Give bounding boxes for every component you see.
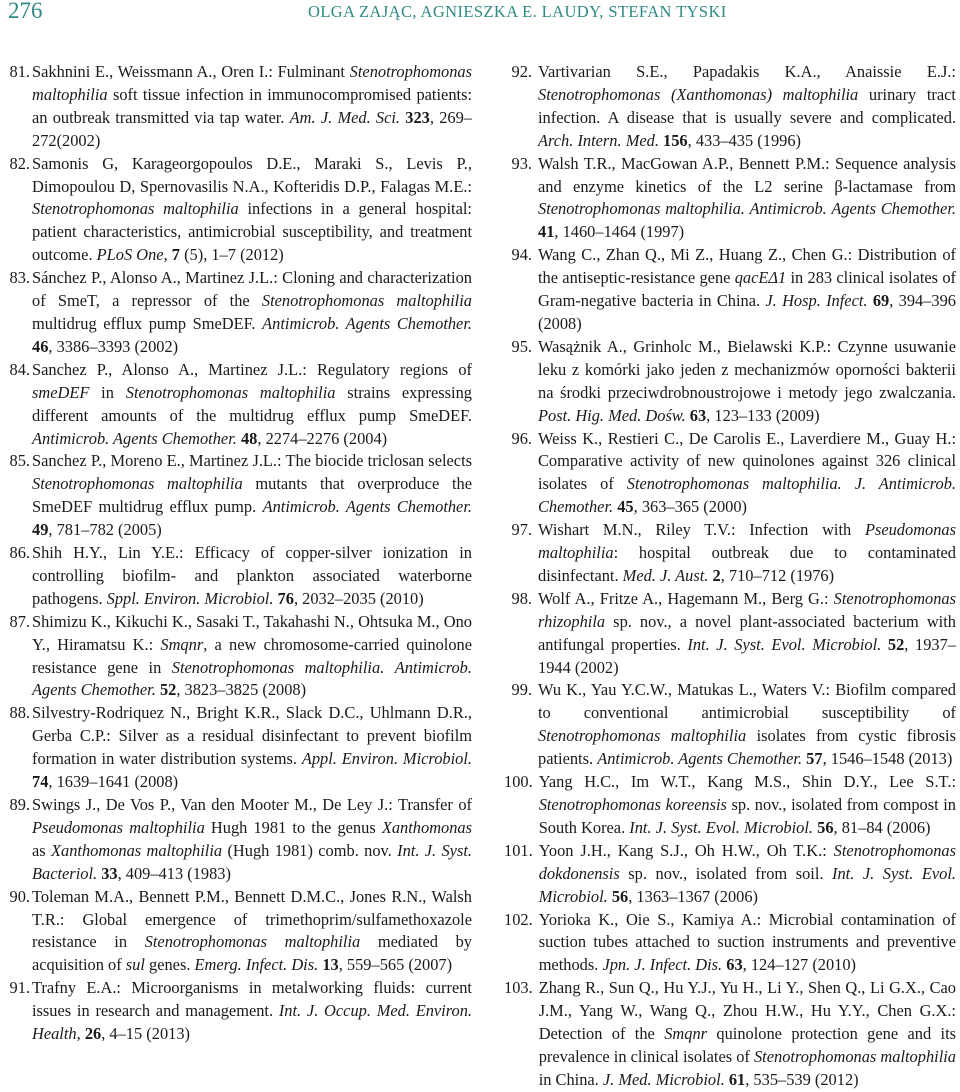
reference-segment	[384, 658, 394, 677]
reference-segment	[881, 635, 888, 654]
reference-number: 99.	[511, 680, 532, 700]
reference-segment: , 1546–1548 (2013)	[822, 749, 953, 769]
reference-number: 87.	[9, 611, 30, 631]
reference-segment: , 269–272(2002)	[32, 107, 472, 150]
reference-item	[504, 519, 956, 588]
italic-text: Stenotrophomonas maltophilia. J. Antimicrob. Chemother.	[538, 474, 956, 517]
italic-text: Smqnr	[664, 1024, 708, 1044]
reference-item	[8, 794, 472, 886]
reference-segment: (Hugh 1981) comb. nov.	[222, 840, 398, 860]
italic-text: Stenotrophomonas maltophilia.	[171, 657, 385, 677]
italic-text: Int. J. Syst. Evol. Microbiol.	[687, 634, 882, 654]
italic-text: Antimicrob. Agents Chemother.	[32, 657, 472, 700]
reference-text	[538, 61, 956, 153]
italic-text: Stenotrophomonas maltophilia	[753, 1046, 956, 1066]
reference-number: 86.	[9, 543, 30, 563]
reference-segment: , 394–396 (2008)	[538, 291, 956, 333]
reference-text	[32, 611, 472, 703]
italic-text: Int. J. Syst. Evol. Microbiol.	[629, 817, 814, 837]
reference-text	[32, 977, 472, 1046]
reference-text	[539, 977, 956, 1092]
reference-item	[504, 588, 956, 680]
reference-number: 81.	[9, 62, 30, 81]
volume-number: 26	[84, 1024, 102, 1044]
reference-segment: , 3386–3393 (2002)	[48, 336, 179, 356]
italic-text: Antimicrob. Agents Chemother.	[262, 313, 472, 333]
reference-segment: Wishart M.N., Riley T.V.: Infection with	[538, 520, 865, 540]
reference-segment: Yang H.C., Im W.T., Kang M.S., Shin D.Y., Lee S.T.:	[538, 772, 956, 792]
italic-text: Xanthomonas	[381, 817, 472, 837]
italic-text: Jpn. J. Infect. Dis.	[602, 955, 723, 975]
reference-segment: Wang C., Zhan Q., Mi Z., Huang Z., Chen G.: Distribution of the antiseptic-resistance gene	[538, 245, 956, 288]
volume-number: 2	[712, 565, 721, 585]
reference-item	[504, 679, 956, 771]
reference-segment: Hugh 1981 to the genus	[204, 817, 382, 837]
reference-segment: , 1363–1367 (2006)	[628, 886, 758, 906]
reference-number: 82.	[9, 153, 30, 173]
reference-segment: Wu K., Yau Y.C.W., Matukas L., Waters V.: Biofilm compared to conventional antimicrobial susceptibility of	[538, 680, 956, 723]
reference-segment: mutants that overproduce the SmeDEF multidrug efflux pump.	[32, 474, 472, 517]
reference-segment: , 3823–3825 (2008)	[176, 680, 307, 700]
reference-item	[8, 977, 472, 1046]
italic-text: Sppl. Environ. Microbiol.	[106, 588, 274, 608]
italic-text: Int. J. Syst. Evol. Microbiol.	[538, 863, 956, 906]
page-header	[0, 0, 960, 30]
reference-number: 103.	[504, 978, 533, 998]
volume-number: 76	[277, 588, 294, 608]
volume-number: 156	[663, 130, 688, 150]
italic-text: sul	[125, 955, 145, 975]
volume-number: 52	[887, 634, 905, 654]
italic-text: Emerg. Infect. Dis.	[194, 955, 319, 975]
italic-text: Am. J. Med. Sci.	[289, 107, 401, 127]
reference-text	[32, 267, 472, 359]
reference-text	[32, 450, 472, 542]
volume-number: 45	[617, 497, 634, 517]
italic-text: Med. J. Aust.	[622, 565, 709, 585]
volume-number: 69	[872, 291, 890, 311]
reference-number: 100.	[504, 772, 533, 792]
volume-number: 7	[171, 245, 180, 265]
italic-text: qacEΔ1	[734, 268, 787, 288]
reference-segment: : hospital outbreak due to contaminated disinfectant.	[538, 543, 956, 585]
italic-text: Stenotrophomonas rhizophila	[538, 588, 956, 631]
italic-text: Stenotrophomonas maltophilia	[125, 382, 336, 402]
italic-text: Stenotrophomonas maltophilia	[32, 199, 239, 219]
reference-segment: strains expressing different amounts of the multidrug efflux pump SmeDEF.	[32, 382, 472, 425]
reference-item	[8, 61, 472, 153]
reference-number: 89.	[9, 795, 30, 814]
reference-segment: sp. nov., a novel plant-associated bacterium with antifungal properties.	[538, 611, 956, 654]
italic-text: Stenotrophomonas maltophilia	[32, 62, 472, 104]
italic-text: Stenotrophomonas maltophilia	[261, 291, 472, 311]
running-head: OLGA ZAJĄC, AGNIESZKA E. LAUDY, STEFAN TYSKI	[308, 2, 727, 21]
reference-text	[32, 794, 472, 886]
reference-segment: , 4–15 (2013)	[101, 1024, 190, 1044]
reference-segment: , 2032–2035 (2010)	[293, 588, 424, 608]
references-right-column	[504, 61, 956, 1092]
reference-segment: , 123–133 (2009)	[706, 405, 820, 425]
reference-segment: Shih H.Y., Lin Y.E.: Efficacy of copper-silver ionization in controlling biofilm- and plankton associated waterborne pathogens.	[32, 543, 472, 608]
reference-number: 98.	[511, 588, 532, 608]
reference-item	[504, 153, 956, 245]
volume-number: 48	[240, 428, 258, 448]
reference-item	[8, 542, 472, 611]
volume-number: 61	[728, 1069, 746, 1089]
reference-text	[538, 153, 956, 245]
reference-segment: , 559–565 (2007)	[338, 955, 453, 975]
reference-number: 90.	[9, 886, 30, 906]
volume-number: 56	[817, 817, 834, 837]
reference-item	[8, 702, 472, 794]
reference-item	[504, 909, 956, 978]
reference-segment: , 363–365 (2000)	[633, 497, 747, 517]
volume-number: 57	[806, 749, 823, 769]
italic-text: Arch. Intern. Med.	[538, 130, 659, 150]
reference-text	[538, 679, 956, 771]
reference-item	[504, 61, 956, 153]
reference-number: 97.	[511, 520, 532, 540]
reference-segment: , 433–435 (1996)	[687, 130, 801, 150]
italic-text: Stenotrophomonas koreensis	[538, 795, 727, 814]
reference-segment: , a new chromosome-carried quinolone resistance gene in	[32, 634, 472, 677]
reference-item	[8, 886, 472, 978]
reference-item	[504, 336, 956, 428]
reference-item	[8, 611, 472, 703]
reference-segment: Sanchez P., Alonso A., Martinez J.L.: Regulatory regions of	[32, 359, 472, 379]
reference-segment: , 409–413 (1983)	[117, 863, 231, 883]
volume-number: 49	[32, 520, 49, 540]
reference-segment: in China.	[538, 1069, 603, 1089]
reference-segment: Yorioka K., Oie S., Kamiya A.: Microbial contamination of suction tubes attached to suction instruments and preventive methods.	[538, 909, 956, 975]
reference-text	[538, 244, 956, 336]
reference-segment: sp. nov., isolated from soil.	[619, 863, 833, 883]
reference-number: 95.	[511, 336, 532, 356]
reference-segment: Sakhnini E., Weissmann A., Oren I.: Fulminant	[32, 62, 350, 81]
reference-text	[538, 519, 956, 588]
italic-text: Antimicrob. Agents Chemother.	[597, 749, 803, 769]
reference-item	[8, 450, 472, 542]
reference-number: 94.	[511, 245, 532, 265]
reference-text	[538, 336, 956, 428]
volume-number: 63	[689, 405, 707, 425]
reference-number: 83.	[9, 268, 30, 288]
reference-item	[8, 267, 472, 359]
reference-segment: Yoon J.H., Kang S.J., Oh H.W., Oh T.K.:	[538, 840, 834, 860]
reference-segment: genes.	[144, 955, 195, 975]
reference-number: 88.	[9, 703, 30, 723]
reference-segment: Sanchez P., Moreno E., Martinez J.L.: The biocide triclosan selects	[32, 451, 472, 471]
reference-segment: (5), 1–7 (2012)	[179, 245, 284, 265]
reference-segment: Shimizu K., Kikuchi K., Sasaki T., Takahashi N., Ohtsuka M., Ono Y., Hiramatsu K.:	[32, 611, 472, 654]
reference-text	[32, 542, 472, 611]
reference-segment: ,	[76, 1024, 85, 1044]
reference-number: 84.	[9, 359, 30, 379]
italic-text: Stenotrophomonas dokdonensis	[538, 840, 956, 883]
reference-segment: urinary tract infection. A disease that is usually severe and complicated.	[538, 84, 956, 127]
reference-text	[32, 702, 472, 794]
reference-segment: Vartivarian S.E., Papadakis K.A., Anaissie E.J.:	[538, 62, 956, 81]
volume-number: 63	[726, 955, 743, 975]
reference-item	[504, 977, 956, 1092]
reference-segment: isolates from cystic fibrosis patients.	[538, 726, 956, 769]
reference-segment: , 710–712 (1976)	[720, 565, 835, 585]
italic-text: Antimicrob. Agents Chemother.	[262, 497, 472, 517]
volume-number: 74	[32, 772, 49, 792]
reference-text	[539, 771, 956, 840]
reference-segment: Samonis G, Karageorgopoulos D.E., Maraki S., Levis P., Dimopoulou D, Spernovasilis N.A., Kofteridis D.P., Falagas M.E.:	[32, 153, 472, 196]
italic-text: Int. J. Occup. Med. Environ. Health	[32, 1001, 472, 1044]
reference-segment: , 2274–2276 (2004)	[257, 428, 388, 448]
reference-segment: , 1460–1464 (1997)	[554, 222, 685, 242]
italic-text: Stenotrophomonas maltophilia	[144, 932, 361, 952]
italic-text: Xanthomonas maltophilia	[51, 840, 223, 860]
reference-segment: multidrug efflux pump SmeDEF.	[32, 313, 263, 333]
reference-segment: Zhang R., Sun Q., Hu Y.J., Yu H., Li Y., Shen Q., Li G.X., Cao J.M., Yang W., Wang Q., Zhou H.W., Hu Y.Y., Chen G.X.: Detection of the	[538, 978, 956, 1044]
reference-item	[8, 359, 472, 451]
reference-number: 96.	[511, 428, 532, 448]
italic-text: smeDEF	[32, 382, 90, 402]
reference-number: 93.	[511, 153, 532, 173]
reference-number: 91.	[9, 978, 30, 998]
page-number: 276	[8, 0, 43, 23]
volume-number: 41	[538, 222, 555, 242]
reference-text	[539, 909, 956, 978]
italic-text: Appl. Environ. Microbiol.	[301, 749, 472, 769]
italic-text: Smqnr	[160, 634, 204, 654]
reference-text	[538, 428, 956, 520]
reference-segment: Wasążnik A., Grinholc M., Bielawski K.P.: Czynne usuwanie leku z komórki jako jeden z mechanizmów oporności bakterii na środki przeciwdrobnoustrojowe i metody jego zwalczania.	[538, 336, 956, 402]
volume-number: 46	[32, 336, 49, 356]
volume-number: 56	[611, 886, 629, 906]
reference-segment: Toleman M.A., Bennett P.M., Bennett D.M.C., Jones R.N., Walsh T.R.: Global emergence of trimethoprim/sulfamethoxazole resistance in	[32, 886, 472, 952]
reference-segment: Weiss K., Restieri C., De Carolis E., Laverdiere M., Guay H.: Comparative activity of new quinolones against 326 clinical isolates of	[538, 428, 956, 494]
reference-number: 85.	[9, 451, 30, 471]
reference-text	[32, 359, 472, 451]
reference-segment: as	[32, 840, 52, 860]
reference-number: 92.	[511, 62, 532, 81]
reference-segment: , 535–539 (2012)	[745, 1069, 859, 1089]
reference-segment: Trafny E.A.: Microorganisms in metalworking fluids: current issues in research and management.	[32, 978, 472, 1021]
reference-text	[32, 153, 472, 268]
volume-number: 323	[405, 107, 430, 127]
italic-text: J. Hosp. Infect.	[765, 291, 868, 311]
reference-number: 101.	[504, 840, 533, 860]
italic-text: Antimicrob. Agents Chemother.	[32, 428, 237, 448]
reference-item	[504, 771, 956, 840]
reference-segment: Sánchez P., Alonso A., Martinez J.L.: Cloning and characterization of SmeT, a repressor of the	[32, 268, 472, 311]
reference-item	[504, 244, 956, 336]
reference-text	[538, 588, 956, 680]
italic-text: J. Med. Microbiol.	[602, 1069, 725, 1089]
italic-text: Post. Hig. Med. Dośw.	[538, 405, 686, 425]
reference-text	[539, 840, 956, 909]
reference-item	[504, 428, 956, 520]
references-left-column	[8, 61, 472, 1046]
italic-text: Stenotrophomonas (Xanthomonas) maltophilia	[538, 84, 859, 104]
volume-number: 13	[322, 955, 339, 975]
volume-number: 52	[159, 680, 177, 700]
reference-segment: , 124–127 (2010)	[742, 955, 857, 975]
reference-segment: sp. nov., isolated from compost in South Korea.	[538, 795, 956, 837]
reference-segment: , 1639–1641 (2008)	[48, 772, 179, 792]
reference-text	[32, 61, 472, 153]
reference-segment: in 283 clinical isolates of Gram-negative bacteria in China.	[538, 268, 956, 311]
reference-item	[504, 840, 956, 909]
reference-item	[8, 153, 472, 268]
reference-segment: mediated by acquisition of	[32, 932, 472, 975]
reference-segment: Wolf A., Fritze A., Hagemann M., Berg G.:	[538, 588, 834, 608]
reference-text	[32, 886, 472, 978]
reference-segment: soft tissue infection in immunocompromised patients: an outbreak transmitted via tap water.	[32, 84, 472, 127]
italic-text: PLoS One,	[96, 245, 168, 265]
reference-segment: Silvestry-Rodriquez N., Bright K.R., Slack D.C., Uhlmann D.R., Gerba C.P.: Silver as a residual disinfectant to prevent biofilm formation in water distribution systems.	[32, 703, 472, 769]
italic-text: Pseudomonas maltophilia	[538, 520, 956, 563]
italic-text: Stenotrophomonas maltophilia. Antimicrob. Agents Chemother.	[538, 199, 956, 219]
reference-segment: in	[89, 382, 126, 402]
reference-segment: Swings J., De Vos P., Van den Mooter M., De Ley J.: Transfer of	[32, 795, 472, 814]
italic-text: Stenotrophomonas maltophilia	[32, 474, 243, 494]
reference-number: 102.	[504, 909, 533, 929]
italic-text: Pseudomonas maltophilia	[32, 817, 205, 837]
reference-segment: Walsh T.R., MacGowan A.P., Bennett P.M.: Sequence analysis and enzyme kinetics of the L2 serine β-lactamase from	[538, 153, 956, 196]
italic-text: Stenotrophomonas maltophilia	[538, 726, 747, 746]
volume-number: 33	[101, 863, 118, 883]
reference-segment: , 781–782 (2005)	[48, 520, 162, 540]
reference-segment: , 1937–1944 (2002)	[538, 634, 956, 677]
italic-text: Int. J. Syst. Bacteriol.	[32, 840, 472, 883]
reference-segment: , 81–84 (2006)	[833, 817, 931, 837]
reference-segment: infections in a general hospital: patient characteristics, antimicrobial susceptibility, and treatment outcome.	[32, 199, 472, 265]
reference-segment: quinolone protection gene and its prevalence in clinical isolates of	[538, 1024, 957, 1066]
